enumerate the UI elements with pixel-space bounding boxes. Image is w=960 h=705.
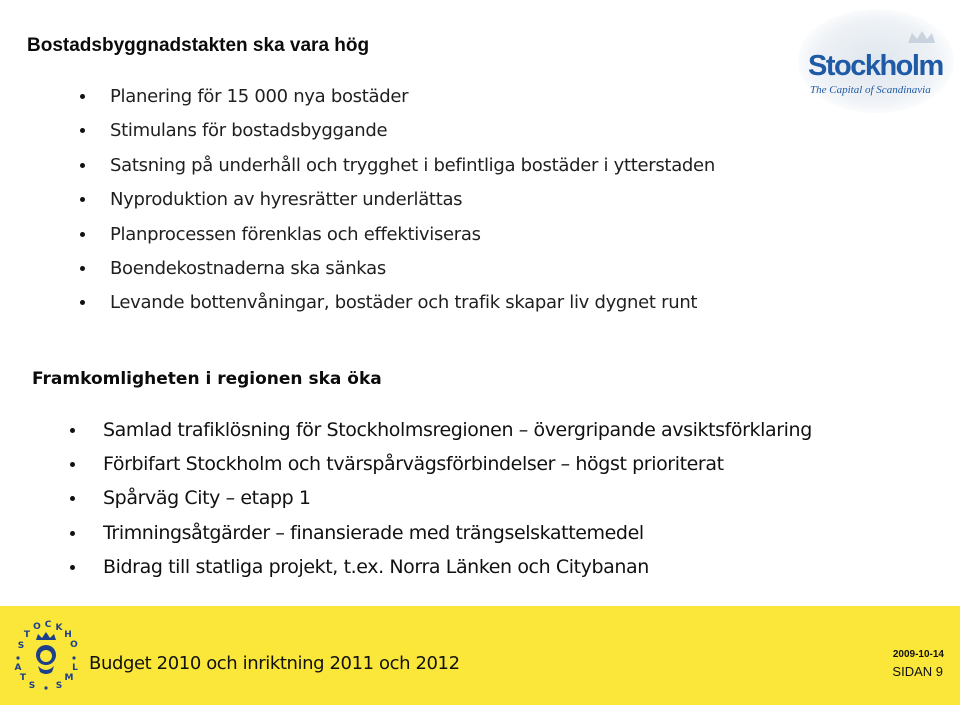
svg-text:O: O [33,622,41,632]
bullet-icon [80,232,85,237]
list-item [0,553,812,587]
list-item [0,450,812,484]
mobility-bullet-list [0,416,812,587]
svg-text:L: L [72,663,78,673]
footer-title: Budget 2010 och inriktning 2011 och 2012 [89,653,460,674]
svg-text:T: T [23,630,31,640]
svg-text:H: H [64,630,72,640]
list-item [0,416,812,450]
bullet-icon [70,565,75,570]
bullet-icon [80,300,85,305]
bullet-icon [70,428,75,433]
section-heading-housing: Bostadsbyggnadstakten ska vara hög [27,35,370,56]
svg-text:C: C [44,620,52,630]
svg-text:M: M [64,673,74,683]
list-item [0,84,715,118]
stockholm-stad-seal-icon [8,618,84,694]
list-item-text: Stimulans för bostadsbyggande [110,120,388,142]
list-item-text: Spårväg City – etapp 1 [103,487,311,510]
list-item [0,153,715,187]
bullet-icon [70,531,75,536]
list-item-text: Planprocessen förenklas och effektiviseras [110,223,481,245]
bullet-icon [80,266,85,271]
list-item-text: Satsning på underhåll och trygghet i befintliga bostäder i ytterstaden [110,154,715,176]
list-item-text: Bidrag till statliga projekt, t.ex. Norra Länken och Citybanan [103,555,649,578]
svg-text:T: T [19,673,27,683]
stockholm-capital-logo-icon [796,5,956,115]
list-item-text: Förbifart Stockholm och tvärspårvägsförbindelser – högst prioriterat [103,453,724,476]
svg-text:S: S [55,681,63,691]
svg-text:S: S [28,681,36,691]
svg-text:S: S [17,641,25,651]
list-item-text: Boendekostnaderna ska sänkas [110,257,386,279]
svg-text:K: K [55,623,63,633]
bullet-icon [70,496,75,501]
logo-tagline-text: The Capital of Scandinavia [810,84,931,96]
list-item-text: Levande bottenvåningar, bostäder och trafik skapar liv dygnet runt [110,292,698,314]
bullet-icon [80,197,85,202]
list-item [0,290,715,324]
footer-date: 2009-10-14 [892,649,944,660]
logo-brand-text: Stockholm [808,50,943,82]
list-item-text: Trimningsåtgärder – finansierade med trängselskattemedel [103,521,644,544]
housing-bullet-list [0,84,715,325]
svg-text:O: O [70,640,78,650]
bullet-icon [80,163,85,168]
list-item-text: Samlad trafiklösning för Stockholmsregionen – övergripande avsiktsförklaring [103,419,812,441]
bullet-icon [70,462,75,467]
list-item [0,484,812,518]
list-item [0,187,715,221]
list-item-text: Planering för 15 000 nya bostäder [110,86,409,107]
svg-text:A: A [14,663,22,673]
list-item [0,222,715,256]
list-item [0,256,715,290]
list-item-text: Nyproduktion av hyresrätter underlättas [110,189,463,211]
bullet-icon [80,94,85,99]
page-number: SIDAN 9 [892,664,943,679]
bullet-icon [80,128,85,133]
section-heading-mobility: Framkomligheten i regionen ska öka [32,369,382,389]
list-item [0,118,715,152]
footer-bar [0,606,960,705]
list-item [0,519,812,553]
